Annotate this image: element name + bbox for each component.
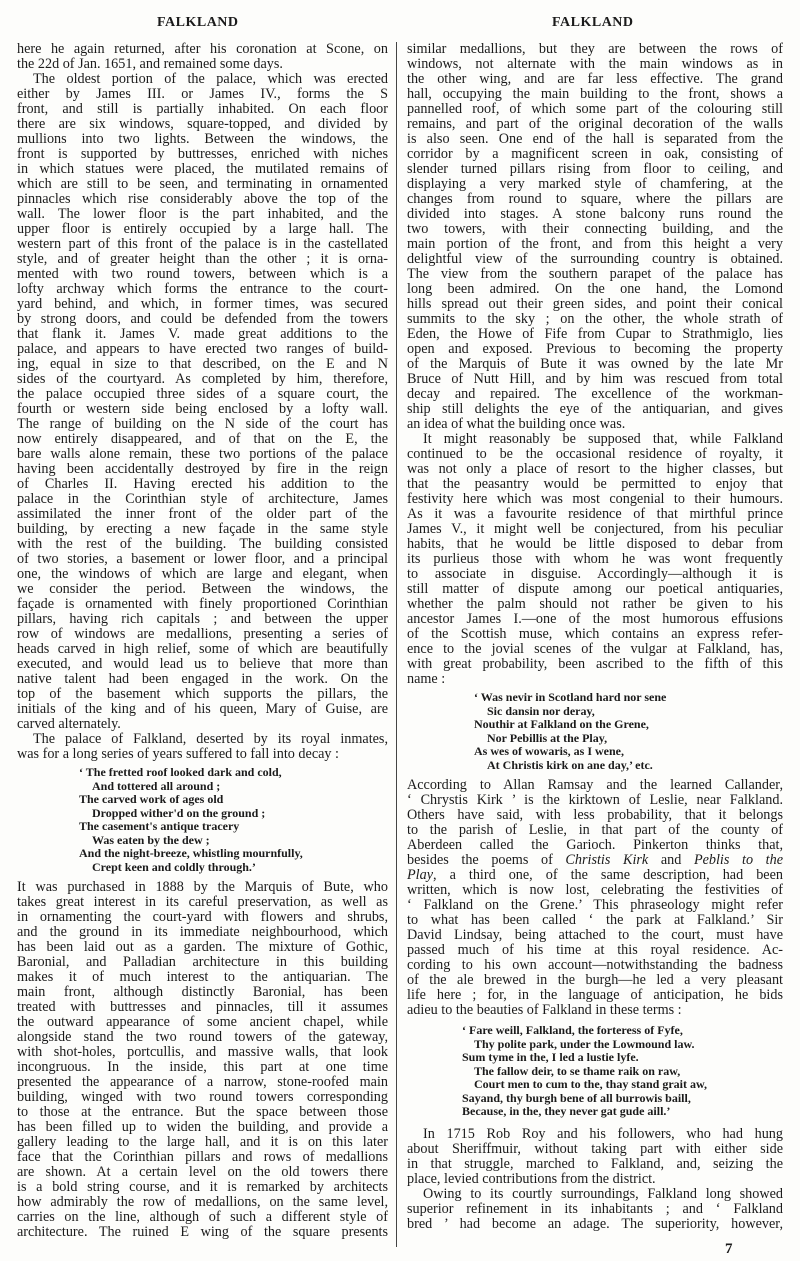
text-line: an idea of what the building once was.: [407, 416, 626, 432]
text-line: similar medallions, but they are between the rows of: [407, 41, 783, 57]
poem-line: Because, in the, they never gat gude aill.’: [462, 1104, 671, 1118]
text-line: According to Allan Ramsay and the learned Callander,: [407, 777, 783, 793]
paragraph: [407, 1127, 783, 1187]
poem-line: And tottered all around ;: [92, 778, 221, 793]
text-line: It might reasonably be supposed that, while Falkland: [423, 431, 783, 447]
text-line: whether the palm should not rather be given to his: [407, 596, 783, 612]
poem-line: ‘ Was nevir in Scotland hard nor sene: [474, 690, 667, 704]
text-line: changes from round to square, where the pillars are: [407, 191, 783, 207]
text-line: that the peasantry would be permitted to enjoy that: [407, 476, 783, 492]
text-line: initials of the king and of his queen, Mary of Guise, are: [17, 701, 388, 717]
text-line: native talent had been engaged in the work. On the: [17, 671, 388, 687]
paragraph: [407, 42, 783, 432]
text-segment: besides the poems of: [407, 852, 566, 868]
poem-line: Sayand, thy burgh bene of all burrowis baill,: [462, 1090, 691, 1105]
text-line: here he again returned, after his coronation at Scone, on: [17, 41, 388, 57]
text-line: The range of building on the N side of the court has: [17, 416, 388, 432]
poem-line: Nor Pebillis at the Play,: [487, 730, 608, 745]
text-line: ‘ Falkland on the Grene.’ This phraseology might refer: [407, 897, 783, 913]
text-line: that flank it. James V. made great additions to the: [17, 326, 388, 342]
text-line: superior refinement in its inhabitants ; and ‘ Falkland: [407, 1200, 783, 1217]
text-line: Aberdeen called the Garioch. Pinkerton thinks that,: [407, 837, 783, 853]
text-line: of the Scottish muse, which contains an express refer-: [407, 626, 783, 642]
text-line: written, which is now lost, celebrating the festivities of: [407, 882, 783, 898]
poem-line: Nouthir at Falkland on the Grene,: [474, 717, 649, 731]
text-line: there are six windows, square-topped, and divided by: [17, 116, 388, 132]
paragraph: [407, 1187, 783, 1232]
text-line: slender turned pillars rising from floor to ceiling, and: [407, 161, 783, 177]
text-line: building, winged with two round towers corresponding: [17, 1089, 388, 1105]
text-line: fourth or western side being enclosed by a lofty wall.: [17, 401, 388, 417]
text-line: pinnacles which rise considerably above the top of the: [17, 191, 388, 207]
text-line: which are still to be seen, and terminating in ornamented: [17, 176, 388, 192]
text-line: takes great interest in its careful preservation, as well as: [17, 894, 388, 910]
text-line: in which statues were placed, the mutilated remains of: [17, 161, 388, 177]
text-line: of the ale brewed in the burgh—he led a very pleasant: [407, 972, 783, 988]
text-line: carved alternately.: [17, 716, 121, 732]
page-number: 7: [725, 1241, 733, 1257]
text-line: in ornamenting the court-yard with flowers and shrubs,: [17, 909, 388, 925]
text-line: remains, and part of the original decoration of the walls: [407, 116, 783, 132]
text-line: face that the Corinthian pillars and rows of medallions: [17, 1149, 388, 1165]
text-line: one, the windows of which are large and elegant, when: [17, 566, 388, 582]
text-line: of the Marquis of Bute it was owned by the late Mr: [407, 356, 783, 372]
text-line: place, levied contributions from the district.: [407, 1170, 656, 1187]
text-line: its purlieus those with whom he was wont frequently: [407, 551, 783, 567]
text-line: displaying a very marked style of chamfering, at the: [407, 176, 783, 192]
text-line: Baronial, and Palladian architecture in this building: [17, 954, 388, 970]
text-line: was not only a place of resort to the higher classes, but: [407, 461, 783, 477]
text-line: how admirably the row of medallions, on the same level,: [17, 1194, 388, 1210]
text-line: pannelled roof, of which some part of the colouring still: [407, 101, 783, 117]
text-line: ‘ Chrystis Kirk ’ is the kirktown of Leslie, near Falkland.: [407, 792, 783, 808]
text-line: bare walls alone remain, these two portions of the palace: [17, 446, 388, 462]
text-line: bred ’ had become an adage. The superiority, however,: [407, 1215, 783, 1232]
text-line: alongside stand the two round towers of the gateway,: [17, 1029, 388, 1045]
text-line: we consider the period. Between the windows, the: [17, 581, 388, 597]
italic-title: Play: [407, 867, 433, 883]
text-line: top of the basement which supports the pillars, the: [17, 686, 388, 702]
text-line: delightful view of the surrounding country is obtained.: [407, 251, 783, 267]
text-line: long been admired. On the one hand, the Lomond: [407, 281, 783, 297]
text-line: architecture. The ruined E wing of the square presents: [17, 1224, 388, 1240]
text-line: divided into stages. A stone balcony runs round the: [407, 206, 783, 222]
text-line: palace in the Corinthian style of architecture, James: [17, 491, 388, 507]
text-line: ing, equal in size to that described, on the E and N: [17, 356, 388, 372]
text-segment: and: [648, 852, 694, 868]
text-line: now entirely disappeared, and of that on the E, the: [17, 431, 388, 447]
text-line: adieu to the beauties of Falkland in these terms :: [407, 1002, 682, 1018]
text-line: ancestor James I.—one of the most humorous effusions: [407, 611, 783, 627]
text-line: having been accidentally destroyed by fire in the reign: [17, 461, 388, 477]
text-line: was for a long series of years suffered to fall into decay :: [17, 746, 339, 762]
poem-line: Thy polite park, under the Lowmound law.: [474, 1036, 695, 1051]
text-line: about Sheriffmuir, without taking part with either side: [407, 1140, 783, 1157]
text-line: assimilated the inner front of the older part of the: [17, 506, 388, 522]
text-line: As it was a favourite residence of that mirthful prince: [407, 506, 783, 522]
column-divider: [396, 42, 397, 1247]
text-line: Bruce of Nutt Hill, and by him was rescued from total: [407, 371, 783, 387]
right-column: [407, 42, 783, 1232]
text-line: front is supported by buttresses, enriched with niches: [17, 146, 388, 162]
text-line: cording to his own account—notwithstanding the badness: [407, 957, 783, 973]
poem-line: Crept keen and coldly through.’: [92, 859, 256, 874]
text-line: main front, although distinctly Baronial, has been: [17, 984, 388, 1000]
poem-line: Dropped wither'd on the ground ;: [92, 805, 266, 820]
text-line: decay and repaired. The excellence of the workman-: [407, 386, 783, 402]
text-line: to what has been called ‘ the park at Falkland.’ Sir: [407, 912, 783, 928]
paragraph: [407, 432, 783, 687]
text-line: upper floor is entirely occupied by a large hall. The: [17, 221, 388, 237]
text-line: ence to the jovial scenes of the vulgar at Falkland, has,: [407, 641, 783, 657]
poem-quotation: [17, 766, 388, 874]
poem-line: Sum tyme in the, I led a lustie lyfe.: [462, 1050, 639, 1064]
text-line: James V., it might well be conjectured, from his peculiar: [407, 521, 783, 537]
text-line: pillars, having rich capitals ; and between the upper: [17, 611, 388, 627]
text-line: open and exposed. Previous to becoming the property: [407, 341, 783, 357]
paragraph: [17, 72, 388, 732]
text-line: It was purchased in 1888 by the Marquis of Bute, who: [17, 879, 388, 895]
text-line: life here ; for, in the language of anticipation, he bids: [407, 987, 783, 1003]
text-line: Eden, the Howe of Fife from Cupar to Strathmiglo, lies: [407, 326, 783, 342]
text-line: windows, not alternate with the main windows as in: [407, 56, 783, 72]
text-line: name :: [407, 671, 446, 687]
text-line: either by James III. or James IV., forms the S: [17, 86, 388, 102]
text-line: hills spread out their green sides, and point their conical: [407, 296, 783, 312]
text-line: row of windows are medallions, presenting a series of: [17, 626, 388, 642]
text-line: and the ground in its immediate neighbourhood, which: [17, 924, 388, 940]
text-line: In 1715 Rob Roy and his followers, who had hung: [423, 1125, 783, 1142]
text-line: sides of the courtyard. As completed by him, therefore,: [17, 371, 388, 387]
text-line: The palace of Falkland, deserted by its royal inmates,: [33, 731, 388, 747]
text-line: two towers, with their connecting building, and the: [407, 221, 783, 237]
text-line: with great probability, been ascribed to the fifth of this: [407, 656, 783, 672]
text-line: gallery leading to the large hall, and it is on this later: [17, 1134, 388, 1150]
text-line: to the parish of Leslie, in that part of the county of: [407, 822, 783, 838]
text-line: The view from the southern parapet of the palace has: [407, 266, 783, 282]
text-line: western part of this front of the palace is in the castellated: [17, 236, 388, 252]
running-header-right: FALKLAND: [552, 15, 634, 30]
text-line: is also seen. One end of the hall is separated from the: [407, 131, 783, 147]
text-line: summits to the sky ; on the other, the whole strath of: [407, 311, 783, 327]
text-line: with shot-holes, portcullis, and massive walls, that look: [17, 1044, 388, 1060]
text-line: still matter of dispute among our poetical antiquaries,: [407, 581, 783, 597]
text-line: executed, and would lead us to believe that more than: [17, 656, 388, 672]
poem-line: The casement's antique tracery: [79, 819, 240, 833]
italic-title: Peblis to the: [693, 852, 783, 868]
text-line: wall. The lower floor is the part inhabited, and the: [17, 206, 388, 222]
text-line: corridor by a magnificent screen in oak, consisting of: [407, 146, 783, 162]
poem-line: Was eaten by the dew ;: [92, 832, 210, 847]
text-line: the outward appearance of some ancient chapel, while: [17, 1014, 388, 1030]
text-line: the 22d of Jan. 1651, and remained some days.: [17, 56, 283, 72]
text-line: with the rest of the building. The building consisted: [17, 536, 388, 552]
text-line: of two stories, a basement or lower floor, and a principal: [17, 551, 388, 567]
text-line: makes it of much interest to the antiquarian. The: [17, 969, 388, 985]
text-line: David Lindsay, being attached to the court, must have: [407, 927, 783, 943]
text-line: is a bold string course, and it is remarked by architects: [17, 1179, 388, 1195]
text-line: habits, that he would be little disposed to debar from: [407, 536, 783, 552]
poem-line: Court men to cum to the, thay stand grait aw,: [474, 1077, 707, 1091]
running-header-left: FALKLAND: [157, 15, 239, 30]
italic-title: Christis Kirk: [565, 852, 649, 868]
text-line: treated with buttresses and pinnacles, till it assumes: [17, 999, 388, 1015]
poem-line: The fallow deir, to se thame raik on raw,: [474, 1063, 681, 1078]
poem-line: At Christis kirk on ane day,’ etc.: [487, 757, 653, 772]
text-line: front, and still is partially inhabited. On each floor: [17, 101, 388, 117]
text-line: continued to be the occasional residence of royalty, it: [407, 446, 783, 462]
text-line: carries on the line, although of such a different style of: [17, 1209, 388, 1225]
text-line: [407, 868, 783, 883]
poem-line: As wes of wowaris, as I wene,: [474, 744, 624, 758]
text-line: presented the appearance of a narrow, stone-roofed main: [17, 1074, 388, 1090]
text-line: building, by erecting a new façade in the same style: [17, 521, 388, 537]
paragraph: [17, 732, 388, 762]
text-line: in that struggle, marched to Falkland, and, seizing the: [407, 1155, 783, 1172]
poem-line: Sic dansin nor deray,: [487, 703, 595, 718]
text-line: are shown. At a certain level on the old towers there: [17, 1164, 388, 1180]
paragraph: [17, 880, 388, 1240]
text-line: main portion of the front, and from this height a very: [407, 236, 783, 252]
text-line: mented with two round towers, between which is a: [17, 266, 388, 282]
text-line: Others have said, with less probability, that it belongs: [407, 807, 783, 823]
text-line: hall, occupying the main building to the front, shows a: [407, 86, 783, 102]
poem-line: ‘ The fretted roof looked dark and cold,: [79, 765, 282, 779]
left-column: [17, 42, 388, 1240]
text-line: has been laid out as a garden. The mixture of Gothic,: [17, 939, 388, 955]
text-line: palace, and appears to have erected two ranges of build-: [17, 341, 388, 357]
text-line: Owing to its courtly surroundings, Falkland long showed: [423, 1185, 783, 1202]
text-line: façade is ornamented with finely proportioned Corinthian: [17, 596, 388, 612]
paragraph: [17, 42, 388, 72]
text-line: to those at the entrance. But the space between those: [17, 1104, 388, 1120]
poem-line: And the night-breeze, whistling mournfully,: [79, 846, 303, 860]
text-line: of Charles II. Having erected his addition to the: [17, 476, 388, 492]
text-line: style, and of greater height than the other ; it is orna-: [17, 251, 388, 267]
text-line: the other wing, and are far less effective. The grand: [407, 71, 783, 87]
paragraph: [407, 778, 783, 1018]
text-line: The oldest portion of the palace, which was erected: [33, 71, 388, 87]
text-line: yard behind, and which, in former times, was secured: [17, 296, 388, 312]
text-line: to associate in disguise. Accordingly—although it is: [407, 566, 783, 582]
text-line: mullions into two lights. Between the windows, the: [17, 131, 388, 147]
poem-line: ‘ Fare weill, Falkland, the forteress of Fyfe,: [462, 1023, 683, 1037]
text-line: the palace occupied three sides of a square court, the: [17, 386, 388, 402]
text-line: heads carved in high relief, some of which are beautifully: [17, 641, 388, 657]
text-line: [407, 853, 783, 868]
text-segment: , a third one, of the same description, had been: [433, 867, 783, 883]
text-line: passed much of his time at this royal residence. Ac-: [407, 942, 783, 958]
poem-quotation: [407, 1024, 783, 1119]
text-line: has been filled up to widen the building, and provide a: [17, 1119, 388, 1135]
text-line: festivity here which was most congenial to their humours.: [407, 491, 783, 507]
text-line: ship still delights the eye of the antiquarian, and gives: [407, 401, 783, 417]
text-line: by strong doors, and could be defended from the towers: [17, 311, 388, 327]
text-line: lofty archway which forms the entrance to the court-: [17, 281, 388, 297]
text-line: incongruous. In the inside, this part at one time: [17, 1059, 388, 1075]
poem-quotation: [407, 691, 783, 772]
poem-line: The carved work of ages old: [79, 792, 224, 806]
